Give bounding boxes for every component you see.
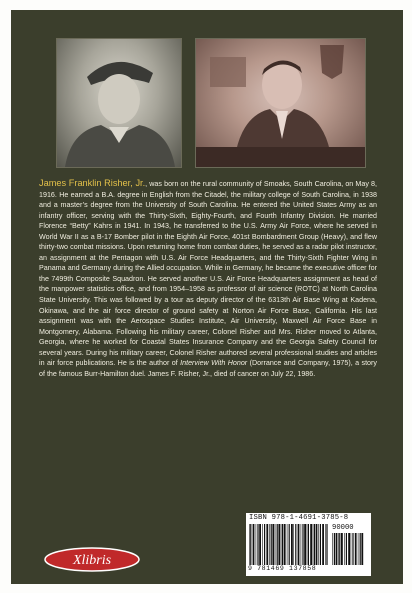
price-code: 90000 <box>332 524 354 532</box>
bio-text-part-1: , was born on the rural community of Smoaks, South Carolina, on May 8, 1916. He earned a B.A. degree in English from the Citadel, the military college of South Carolina, in 1938 and a master’s degree from the University of South Carolina. He entered the United States Army as an infantry officer, serving with the Thirty-Sixth, Eighty-Fourth, and Fourth Infantry Division. He married Florence “Betty” Kahrs in 1941. In 1943, he transferred to the U.S. Army Air Force, where he served in World War II as a B-17 Bomber pilot in the Eighth Air Force, 401st Bombardment Group (Heavy), and flew thirty-two combat missions. Upon returning home from combat duties, he served as a radar pilot instructor, an assignment at the Pentagon with U.S. Air Force Headquarters, and the Thirty-Sixth Fighter Wing in Panama and Germany during the Allied occupation. While in Germany, he became the executive officer for the 7499th Composite Squadron. He served another U.S. Air Force Headquarters assignment as head of the manpower statistics office, and from 1954–1958 as professor of air science (ROTC) at North Carolina State University. This was followed by a tour as deputy director of the 6313th Air Base Wing at Kadena, Okinawa, and the air force director of ground safety at Norton Air Force Base, California. His last assignment was with the Aerospace Studies Institute, Air University, Maxwell Air Force Base in Montgomery, Alabama. Following his military career, Colonel Risher and Mrs. Risher moved to Atlanta, Georgia, where he worked for Coastal States Insurance Company and the Georgia Safety Council for several years. During his military career, Colonel Risher authored several professional studies and articles in air force publications. He is the author of <box>39 180 377 368</box>
isbn-number: ISBN 978-1-4691-3785-8 <box>249 514 349 522</box>
back-cover <box>11 10 403 584</box>
isbn-barcode-box <box>246 513 371 576</box>
xlibris-logo <box>43 547 141 572</box>
desk-scene-silhouette <box>196 39 365 167</box>
author-name: James Franklin Risher, Jr. <box>39 178 146 188</box>
author-biography <box>39 178 377 379</box>
photo-desk-portrait <box>195 38 366 168</box>
ean-barcode <box>249 524 329 565</box>
photo-uniform-portrait <box>56 38 182 168</box>
portrait-silhouette <box>57 39 181 167</box>
book-title: Interview With Honor <box>180 359 248 368</box>
price-barcode <box>332 533 364 565</box>
ean-digits: 9 781469 137858 <box>248 565 317 572</box>
logo-text: Xlibris <box>72 553 112 568</box>
bio-text-part-2: (Dorrance and Company, 1975), a story of the famous Burr-Hamilton duel. James F. Risher, Jr., died of cancer on July 22, 1986. <box>39 359 377 378</box>
